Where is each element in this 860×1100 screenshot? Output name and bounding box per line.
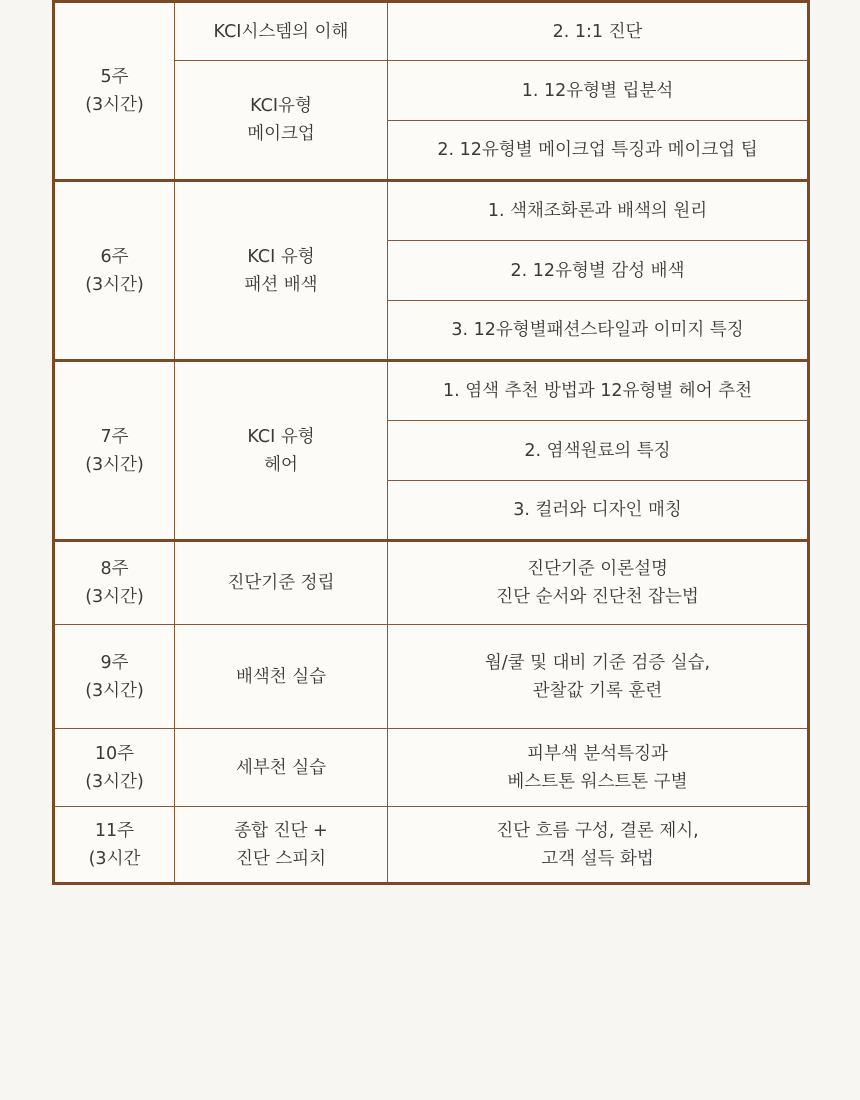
hours-label: (3시간)	[85, 95, 144, 115]
table-row	[54, 2, 809, 61]
detail-cell	[388, 541, 809, 625]
table-row	[54, 625, 809, 729]
hours-label: (3시간)	[85, 771, 144, 792]
hours-label: (3시간)	[85, 454, 144, 475]
detail-cell: 1. 색채조화론과 배색의 원리	[388, 181, 809, 241]
week-cell-9	[54, 625, 175, 729]
week-label: 5주	[100, 67, 129, 87]
topic-line: 종합 진단 +	[234, 820, 328, 841]
week-cell-11	[54, 807, 175, 884]
week-label: 8주	[100, 559, 129, 579]
topic-cell	[175, 541, 388, 625]
detail-cell: 2. 염색원료의 특징	[388, 421, 809, 481]
week-cell-5	[54, 2, 175, 181]
detail-cell: 3. 컬러와 디자인 매칭	[388, 481, 809, 541]
topic-cell	[175, 61, 388, 181]
topic-line: 세부천 실습	[235, 757, 327, 778]
detail-cell: 3. 12유형별패션스타일과 이미지 특징	[388, 301, 809, 361]
detail-line: 진단 순서와 진단천 잡는법	[496, 587, 699, 607]
week-cell-7	[54, 361, 175, 541]
topic-line: 진단기준 정립	[227, 573, 335, 593]
week-label: 7주	[100, 426, 129, 447]
detail-line: 베스트톤 워스트톤 구별	[507, 771, 688, 792]
table-row	[54, 541, 809, 625]
topic-line: 메이크업	[247, 124, 315, 144]
detail-cell: 2. 1:1 진단	[388, 2, 809, 61]
week-label: 6주	[100, 246, 129, 267]
topic-line: KCI 유형	[247, 246, 315, 267]
week-label: 9주	[100, 652, 129, 673]
topic-line: 진단 스피치	[235, 848, 327, 869]
detail-cell: 1. 12유형별 립분석	[388, 61, 809, 121]
detail-cell	[388, 807, 809, 884]
detail-line: 피부색 분석특징과	[527, 743, 668, 764]
hours-label: (3시간)	[85, 587, 144, 607]
hours-label: (3시간)	[85, 274, 144, 295]
detail-line: 고객 설득 화법	[541, 848, 654, 869]
topic-line: 배색천 실습	[235, 666, 327, 687]
curriculum-table	[52, 0, 810, 885]
topic-cell	[175, 625, 388, 729]
topic-cell: KCI시스템의 이해	[175, 2, 388, 61]
week-label: 10주	[94, 743, 135, 764]
detail-line: 관찰값 기록 훈련	[532, 680, 663, 701]
curriculum-table-wrapper	[52, 0, 807, 885]
topic-line: KCI유형	[250, 96, 312, 116]
topic-line: 헤어	[264, 454, 298, 475]
week-cell-10	[54, 729, 175, 807]
detail-cell: 2. 12유형별 메이크업 특징과 메이크업 팁	[388, 121, 809, 181]
topic-cell	[175, 729, 388, 807]
detail-line: 진단 흐름 구성, 결론 제시,	[496, 820, 699, 841]
detail-cell: 1. 염색 추천 방법과 12유형별 헤어 추천	[388, 361, 809, 421]
topic-cell	[175, 181, 388, 361]
topic-cell	[175, 807, 388, 884]
topic-cell	[175, 361, 388, 541]
week-cell-6	[54, 181, 175, 361]
detail-line: 진단기준 이론설명	[527, 559, 668, 579]
hours-label: (3시간)	[85, 680, 144, 701]
topic-line: 패션 배색	[244, 274, 318, 295]
detail-cell: 2. 12유형별 감성 배색	[388, 241, 809, 301]
table-row	[54, 181, 809, 241]
table-row	[54, 807, 809, 884]
week-cell-8	[54, 541, 175, 625]
table-row	[54, 361, 809, 421]
detail-cell	[388, 625, 809, 729]
week-label: 11주	[94, 820, 135, 841]
table-row	[54, 729, 809, 807]
detail-line: 웜/쿨 및 대비 기준 검증 실습,	[484, 652, 711, 673]
topic-line: KCI 유형	[247, 426, 315, 447]
hours-label: (3시간	[88, 848, 141, 869]
detail-cell	[388, 729, 809, 807]
